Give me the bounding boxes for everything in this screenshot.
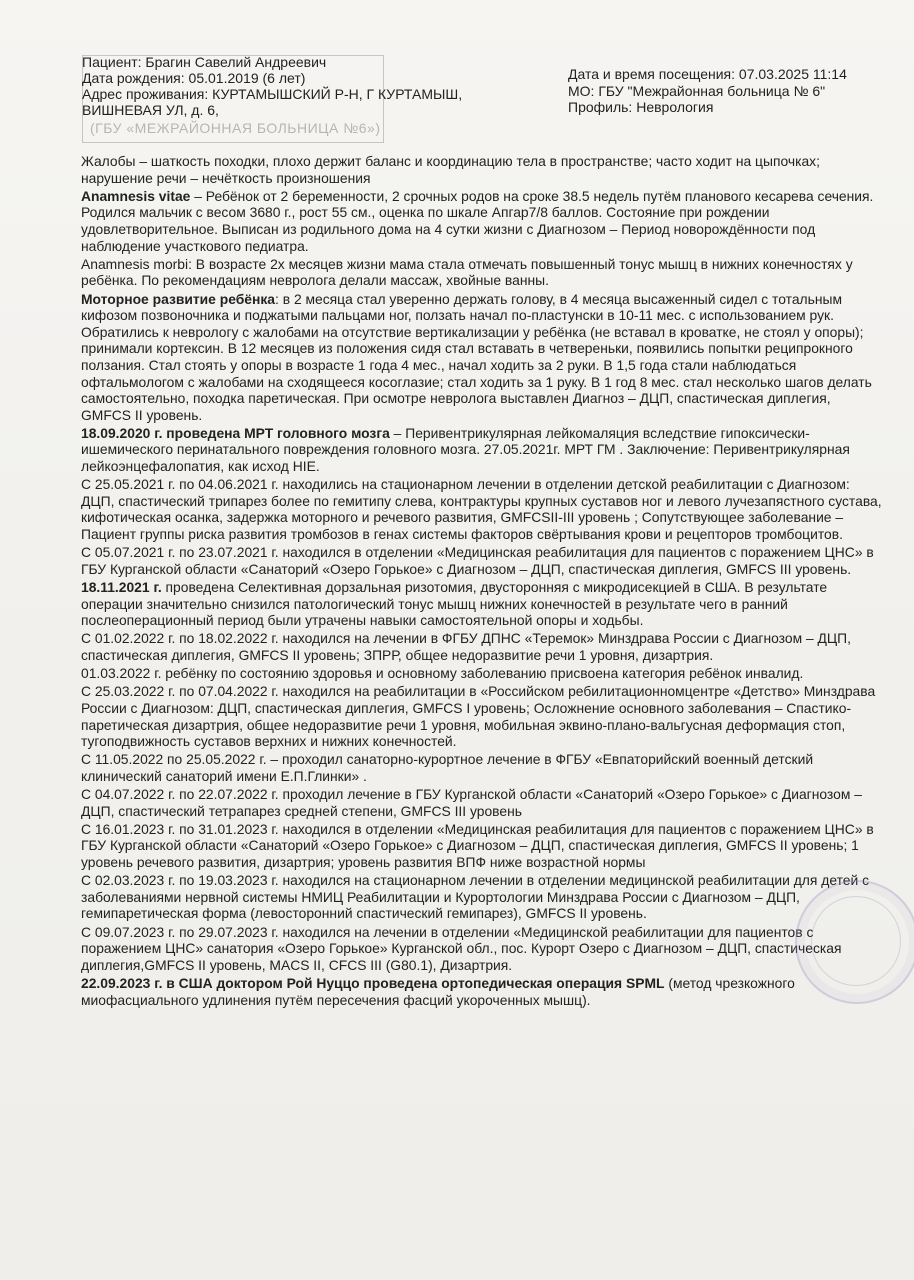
paragraph-treatment-2021-05: С 25.05.2021 г. по 04.06.2021 г. находились на стационарном лечении в отделении детской реабилитации с Диагнозом: ДЦП, спастический трипарез более по гемитипу слева, контрактуры крупных суставов ног и левого лучезапястного сустава, кифотическая осанка, задержка моторного и речевого развития, GMFCSII-III уровень ; Сопутствующее заболевание – Пациент группы риска развития тромбозов в генах системы факторов свёртывания крови и рецепторов тромбоцитов.: [81, 476, 882, 543]
paragraph-disability: 01.03.2022 г. ребёнку по состоянию здоровья и основному заболеванию присвоена категория ребёнок инвалид.: [81, 665, 804, 682]
paragraph-treatment-2022-02: С 01.02.2022 г. по 18.02.2022 г. находился на лечении в ФГБУ ДПНС «Теремок» Минздрава России с Диагнозом – ДЦП, спастическая диплегия, GMFCS II уровень; ЗПРР, общее недоразвитие речи 1 уровня, дизартрия.: [81, 630, 851, 663]
medical-profile: Профиль: Неврология: [568, 99, 714, 115]
paragraph-treatment-2023-03: С 02.03.2023 г. по 19.03.2023 г. находился на стационарном лечении в отделении медицинской реабилитации для детей с заболеваниями нервной системы НМИЦ Реабилитации и Курортологии Минздрава России с Диагнозом – ДЦП, гемипаретическая форма (левосторонний спастический гемипарез), GMFCS II уровень.: [81, 872, 870, 922]
paragraph-treatment-2023-01: С 16.01.2023 г. по 31.01.2023 г. находился в отделении «Медицинская реабилитация для пациентов с поражением ЦНС» в ГБУ Курганской области «Санаторий «Озеро Горькое» с Диагнозом – ДЦП, спастическая диплегия, GMFCS II уровень; 1 уровень речевого развития, дизартрия; уровень развития ВПФ ниже возрастной нормы: [81, 820, 874, 871]
institution-stamp-text: (ГБУ «МЕЖРАЙОННАЯ БОЛЬНИЦА №6»): [90, 120, 381, 136]
paragraph-mri: 18.09.2020 г. проведена МРТ головного мозга – Перивентрикулярная лейкомаляция вследствие гипоксически-ишемического перинатального повреждения головного мозга. 27.05.2021г. МРТ ГМ . Заключение: Перивентрикулярная лейкоэнцефалопатия, как исход HIE.: [81, 424, 850, 475]
address-line-2: ВИШНЕВАЯ УЛ, д. 6,: [82, 102, 219, 118]
paragraph-anamnesis-morbi: Anamnesis morbi: В возрасте 2х месяцев жизни мама стала отмечать повышенный тонус мышц в нижних конечностях у ребёнка. По рекомендациям невролога делали массаж, хвойные ванны.: [81, 255, 853, 289]
paragraph-motor-development: Моторное развитие ребёнка: в 2 месяца стал уверенно держать голову, в 4 месяца высаженный сидел с тотальным кифозом позвоночника и поджатыми пальцами ног, ползать начал по-пластунски в 10-11 мес. с использованием рук. Обратились к неврологу с жалобами на отсутствие вертикализации у ребёнка (не вставал в кроватке, не стоял у опоры); принимали кортексин. В 12 месяцев из положения сидя стал вставать в четвереньки, появились попытки реципрокного ползания. Стал стоять у опоры в возрасте 1 года 4 мес., начал ходить за 2 руки. В 1,5 года стали наблюдаться офтальмологом с жалобами на сходящееся косоглазие; стал ходить за 1 руку. В 1 год 8 мес. стал несколько шагов делать самостоятельно, походка паретическая. При осмотре невролога выставлен Диагноз – ДЦП, спастическая диплегия, GMFCS II уровень.: [81, 290, 872, 423]
visit-datetime: Дата и время посещения: 07.03.2025 11:14: [568, 66, 847, 82]
paragraph-spml-surgery: 22.09.2023 г. в США доктором Рой Нуццо проведена ортопедическая операция SPML (метод чрезкожного миофасциального удлинения путём пересечения фасций укороченных мышц).: [81, 975, 795, 1008]
paragraph-treatment-2022-07: С 04.07.2022 г. по 22.07.2022 г. проходил лечение в ГБУ Курганской области «Санаторий «Озеро Горькое» с Диагнозом – ДЦП, спастический тетрапарез средней степени, GMFCS III уровень: [81, 786, 862, 819]
paragraph-treatment-2022-05: С 11.05.2022 по 25.05.2022 г. – проходил санаторно-курортное лечение в ФГБУ «Евпаторийский военный детский клинический санаторий имени Е.П.Глинки» .: [81, 751, 814, 784]
paragraph-rhizotomy: 18.11.2021 г. проведена Селективная дорзальная ризотомия, двусторонняя с микродисекцией в США. В результате операции значительно снизился патологический тонус мышц нижних конечностей в результате чего в ранний послеоперационный период были утрачены навыки самостоятельной опоры и ходьбы.: [81, 579, 828, 629]
patient-name: Пациент: Брагин Савелий Андреевич: [82, 54, 327, 70]
paragraph-treatment-2021-07: С 05.07.2021 г. по 23.07.2021 г. находился в отделении «Медицинская реабилитация для пациентов с поражением ЦНС» в ГБУ Курганской области «Санаторий «Озеро Горькое» с Диагнозом – ДЦП, спастическая диплегия, GMFCS III уровень.: [81, 544, 874, 577]
medical-organization: МО: ГБУ "Межрайонная больница № 6": [568, 82, 826, 99]
medical-history-body: [81, 153, 883, 1010]
paragraph-treatment-2023-07: С 09.07.2023 г. по 29.07.2023 г. находился на лечении в отделении «Медицинской реабилитации для пациентов с поражением ЦНС» санатория «Озеро Горькое» Курганской обл., пос. Курорт Озеро с Диагнозом – ДЦП, спастическая диплегия,GMFCS II уровень, MACS II, CFCS III (G80.1), Дизартрия.: [81, 923, 842, 973]
birth-date: Дата рождения: 05.01.2019 (6 лет): [82, 70, 306, 86]
visit-info: [568, 66, 908, 116]
paragraph-anamnesis-vitae: Anamnesis vitae – Ребёнок от 2 беременности, 2 срочных родов на сроке 38.5 недель путём планового кесарева сечения. Родился мальчик с весом 3680 г., рост 55 см., оценка по шкале Апгар7/8 баллов. Состояние при рождении удовлетворительное. Выписан из родильного дома на 4 сутки жизни с Диагнозом – Период новорождённости под наблюдение участкового педиатра.: [81, 187, 874, 254]
address-line-1: Адрес проживания: КУРТАМЫШСКИЙ Р-Н, Г КУРТАМЫШ,: [82, 86, 463, 102]
paragraph-complaints: Жалобы – шаткость походки, плохо держит баланс и координацию тела в пространстве; часто ходит на цыпочках; нарушение речи – нечёткость произношения: [81, 153, 820, 186]
paragraph-treatment-2022-03: С 25.03.2022 г. по 07.04.2022 г. находился на реабилитации в «Российском ребилитационномцентре «Детство» Минздрава России с Диагнозом: ДЦП, спастическая диплегия, GMFCS I уровень; Осложнение основного заболевания – Спастико-паретическая дизартрия, общее недоразвитие речи 1 уровня, мобильная эквино-плано-вальгусная деформация стоп, тугоподвижность суставов верхних и нижних конечностей.: [81, 683, 876, 750]
patient-info: [82, 54, 542, 118]
